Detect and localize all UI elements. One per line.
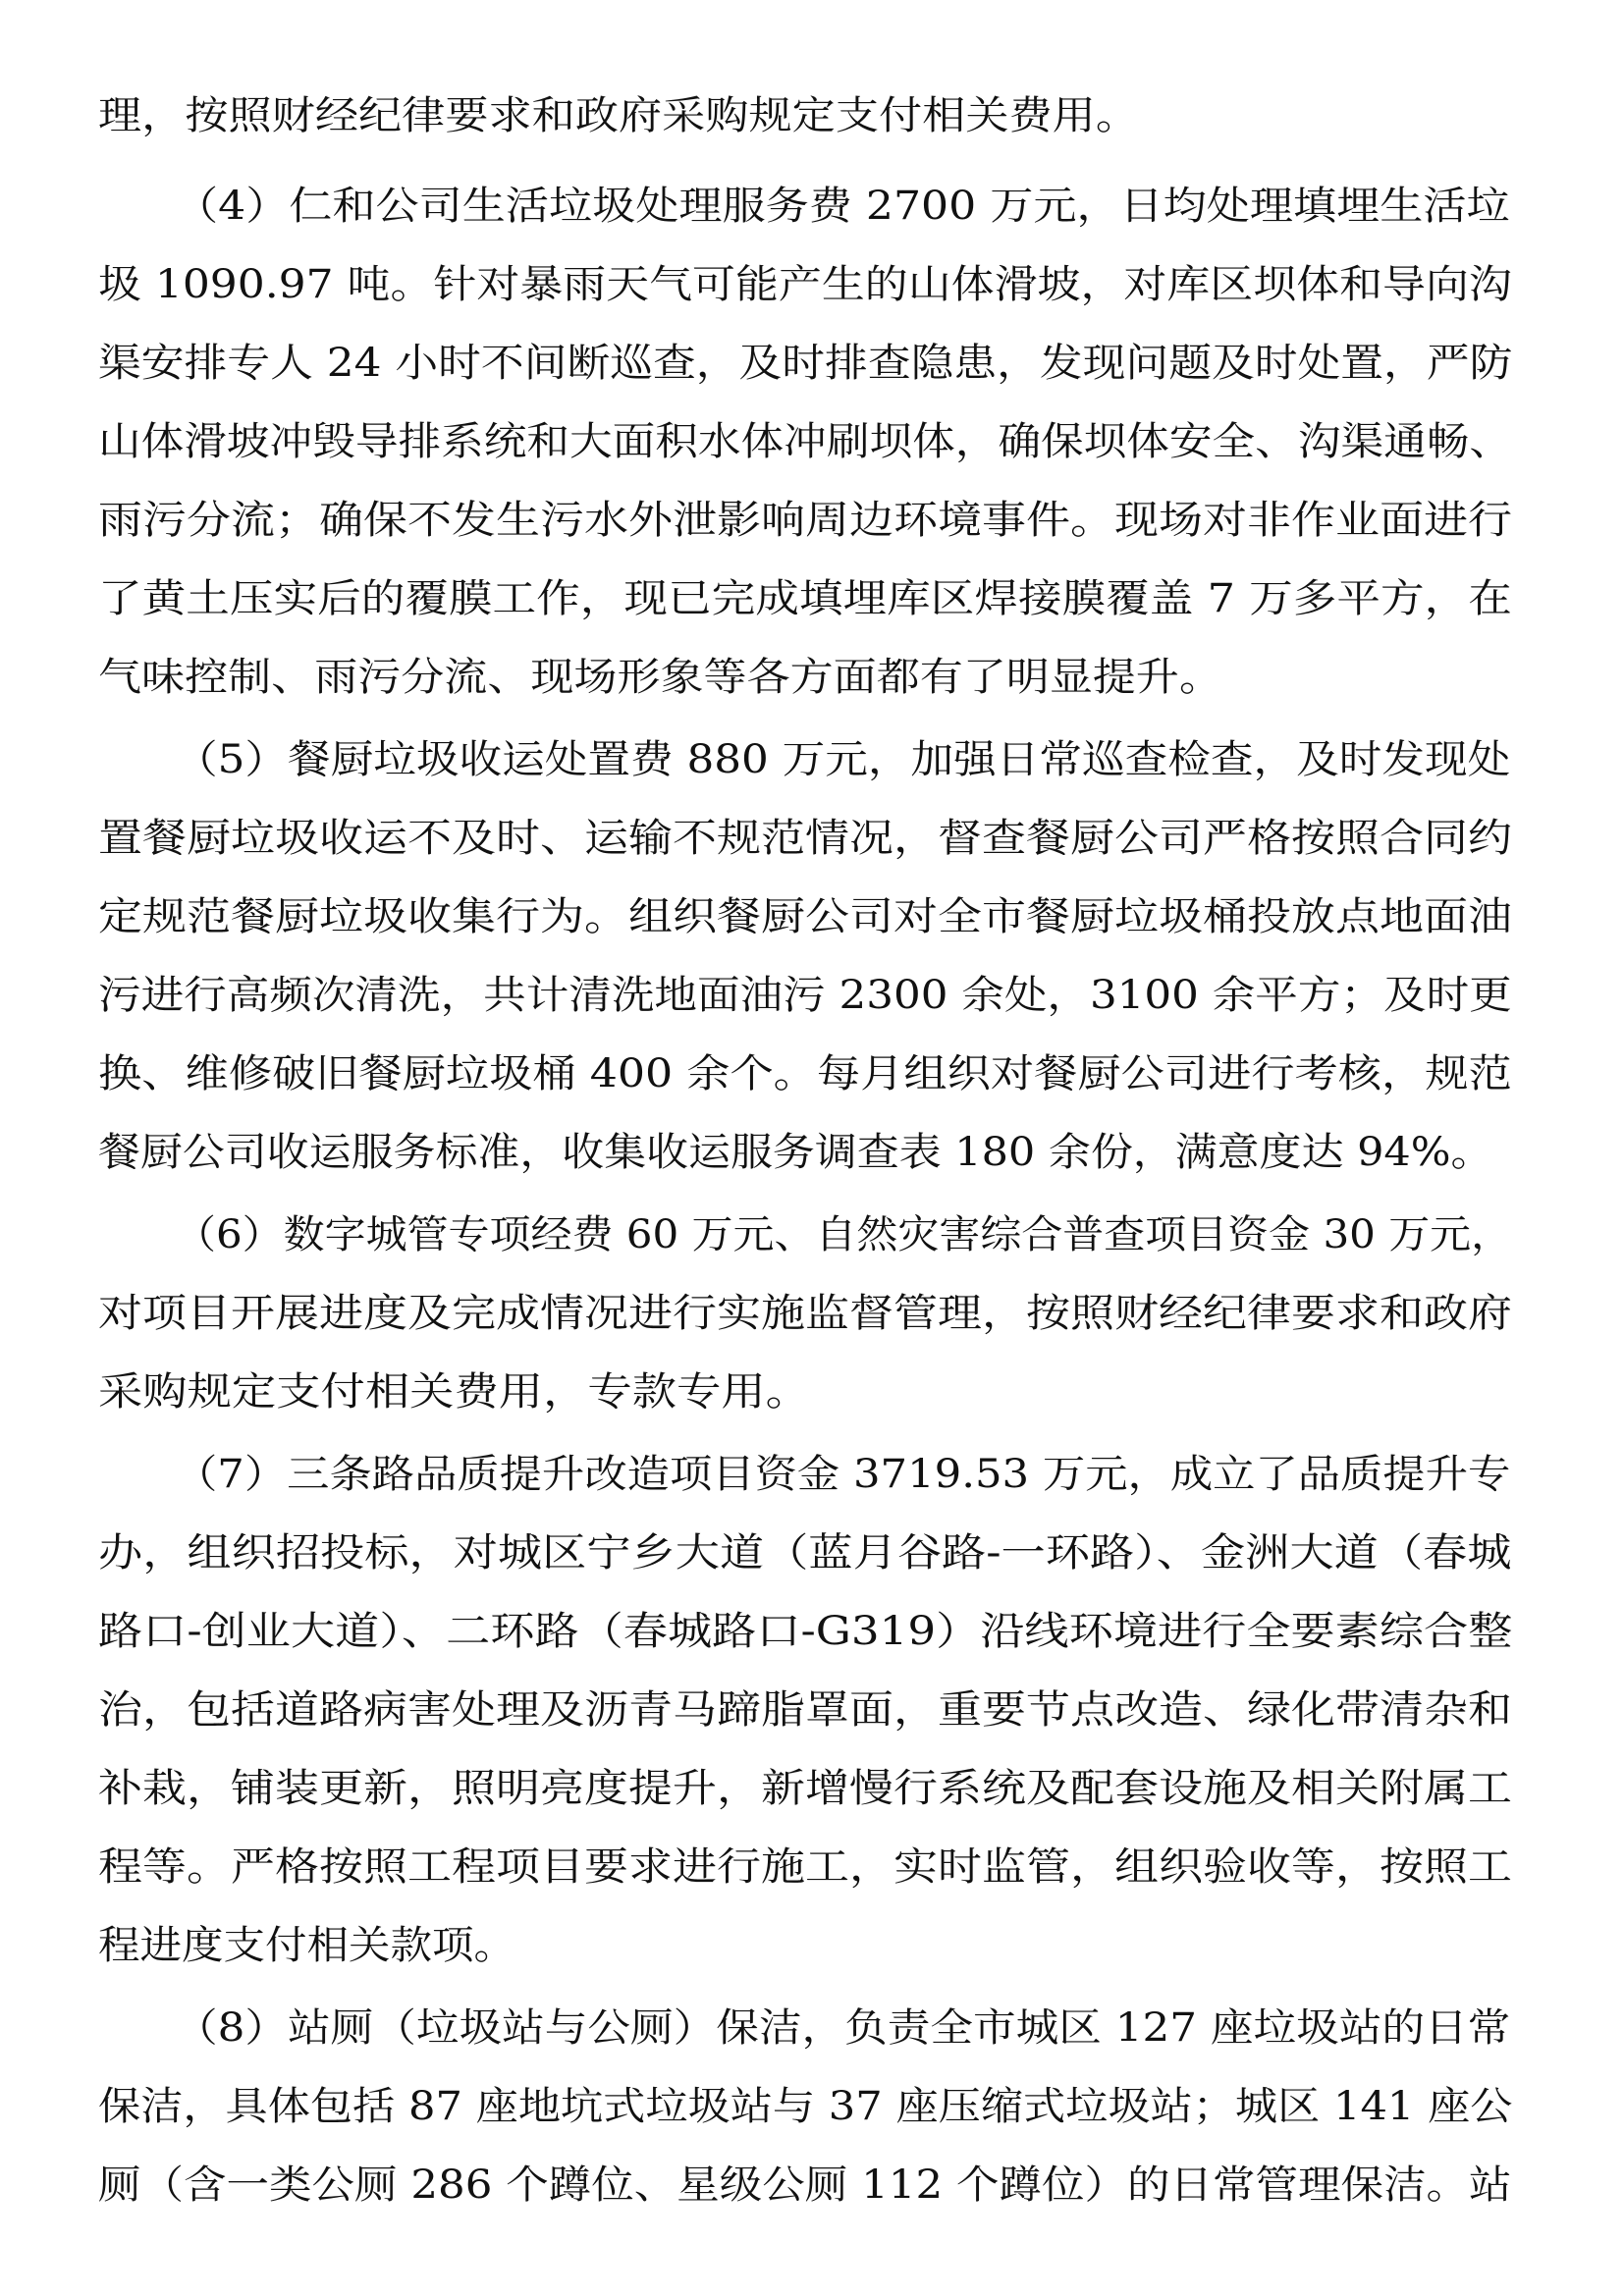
text-line: 理，按照财经纪律要求和政府采购规定支付相关费用。 [98, 93, 1139, 138]
text-line: 对项目开展进度及完成情况进行实施监督管理，按照财经纪律要求和政府 [98, 1291, 1512, 1336]
text-line: 圾 1090.97 吨。针对暴雨天气可能产生的山体滑坡，对库区坝体和导向沟 [98, 262, 1512, 307]
text-line: 补栽，铺装更新，照明亮度提升，新增慢行系统及配套设施及相关附属工 [98, 1766, 1512, 1811]
text-line: （5）餐厨垃圾收运处置费 880 万元，加强日常巡查检查，及时发现处 [175, 737, 1511, 782]
text-line: 污进行高频次清洗，共计清洗地面油污 2300 余处，3100 余平方；及时更 [98, 973, 1512, 1018]
text-line: 路口-创业大道）、二环路（春城路口-G319）沿线环境进行全要素综合整 [98, 1609, 1513, 1654]
text-line: 山体滑坡冲毁导排系统和大面积水体冲刷坝体，确保坝体安全、沟渠通畅、 [98, 419, 1512, 464]
text-line: （4）仁和公司生活垃圾处理服务费 2700 万元，日均处理填埋生活垃 [175, 184, 1510, 229]
text-line: 雨污分流；确保不发生污水外泄影响周边环境事件。现场对非作业面进行 [98, 498, 1512, 543]
text-line: 了黄土压实后的覆膜工作，现已完成填埋库区焊接膜覆盖 7 万多平方，在 [98, 576, 1512, 621]
text-line: 程进度支付相关款项。 [98, 1923, 515, 1968]
text-line: （6）数字城管专项经费 60 万元、自然灾害综合普查项目资金 30 万元， [175, 1212, 1513, 1257]
text-line: （7）三条路品质提升改造项目资金 3719.53 万元，成立了品质提升专 [175, 1452, 1511, 1497]
text-line: 置餐厨垃圾收运不及时、运输不规范情况，督查餐厨公司严格按照合同约 [98, 816, 1512, 861]
text-line: 保洁，具体包括 87 座地坑式垃圾站与 37 座压缩式垃圾站；城区 141 座公 [98, 2084, 1513, 2129]
text-line: （8）站厕（垃圾站与公厕）保洁，负责全市城区 127 座垃圾站的日常 [175, 2005, 1511, 2051]
text-line: 治，包括道路病害处理及沥青马蹄脂罩面，重要节点改造、绿化带清杂和 [98, 1687, 1512, 1733]
text-line: 换、维修破旧餐厨垃圾桶 400 余个。每月组织对餐厨公司进行考核，规范 [98, 1051, 1512, 1096]
text-line: 采购规定支付相关费用，专款专用。 [98, 1369, 810, 1415]
text-line: 定规范餐厨垃圾收集行为。组织餐厨公司对全市餐厨垃圾桶投放点地面油 [98, 894, 1512, 939]
text-line: 餐厨公司收运服务标准，收集收运服务调查表 180 余份，满意度达 94%。 [98, 1130, 1493, 1175]
text-line: 气味控制、雨污分流、现场形象等各方面都有了明显提升。 [98, 655, 1222, 700]
text-line: 程等。严格按照工程项目要求进行施工，实时监管，组织验收等，按照工 [98, 1844, 1512, 1890]
text-line: 渠安排专人 24 小时不间断巡查，及时排查隐患，发现问题及时处置，严防 [98, 341, 1513, 386]
text-line: 厕（含一类公厕 286 个蹲位、星级公厕 112 个蹲位）的日常管理保洁。站 [98, 2163, 1512, 2208]
text-line: 办，组织招投标，对城区宁乡大道（蓝月谷路-一环路）、金洲大道（春城 [98, 1530, 1512, 1575]
